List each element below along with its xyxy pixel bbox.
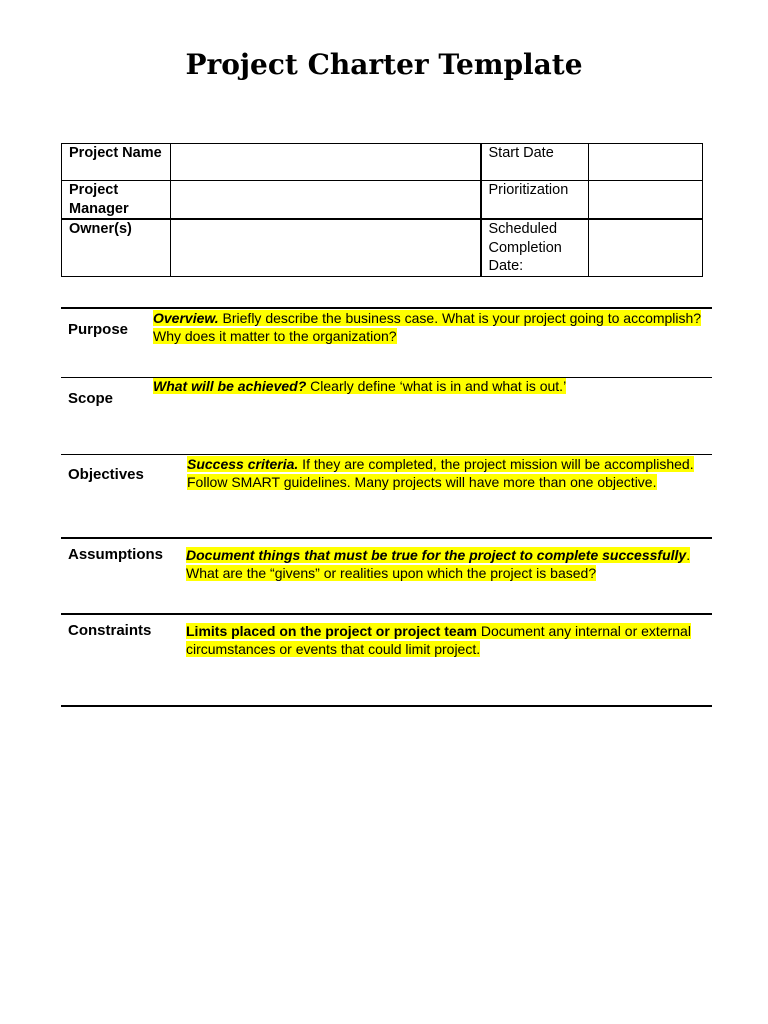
scope-lead: What will be achieved? xyxy=(153,378,307,394)
page-title: Project Charter Template xyxy=(185,48,583,81)
project-name-field[interactable] xyxy=(171,144,481,181)
constraints-lead: Limits placed on the project or project team xyxy=(186,623,477,639)
section-divider xyxy=(61,307,712,309)
purpose-text xyxy=(153,310,703,345)
project-manager-label: Project Manager xyxy=(62,181,171,220)
constraints-label: Constraints xyxy=(68,622,152,639)
section-divider xyxy=(61,537,712,539)
prioritization-field[interactable] xyxy=(589,181,703,220)
table-row xyxy=(62,144,703,181)
objectives-label: Objectives xyxy=(68,466,144,483)
owners-label: Owner(s) xyxy=(62,219,171,276)
objectives-body: If they are completed, the project mission will be accomplished. Follow SMART guidelines. Many projects will have more than one objective. xyxy=(187,456,694,490)
scope-label: Scope xyxy=(68,390,114,407)
assumptions-text xyxy=(186,547,708,582)
project-info-table xyxy=(61,143,703,277)
table-row xyxy=(62,219,703,276)
table-row xyxy=(62,181,703,220)
assumptions-lead: Document things that must be true for the project to complete successfully xyxy=(186,547,687,563)
project-manager-field[interactable] xyxy=(171,181,481,220)
section-divider xyxy=(61,454,712,455)
assumptions-body: . What are the “givens” or realities upon which the project is based? xyxy=(186,547,691,581)
scheduled-completion-label: Scheduled Completion Date: xyxy=(481,219,589,276)
project-name-label: Project Name xyxy=(62,144,171,181)
scheduled-completion-field[interactable] xyxy=(589,219,703,276)
constraints-text xyxy=(186,623,704,658)
start-date-label: Start Date xyxy=(481,144,589,181)
start-date-field[interactable] xyxy=(589,144,703,181)
assumptions-label: Assumptions xyxy=(68,546,164,563)
section-divider xyxy=(61,613,712,615)
scope-text xyxy=(153,378,703,396)
objectives-lead: Success criteria. xyxy=(187,456,299,472)
section-divider xyxy=(61,705,712,707)
purpose-lead: Overview. xyxy=(153,310,219,326)
scope-body: Clearly define ‘what is in and what is out.’ xyxy=(306,378,567,394)
owners-field[interactable] xyxy=(171,219,481,276)
constraints-body: Document any internal or external circumstances or events that could limit project. xyxy=(186,623,691,657)
purpose-body: Briefly describe the business case. What is your project going to accomplish? Why does it matter to the organization? xyxy=(153,310,702,344)
prioritization-label: Prioritization xyxy=(481,181,589,220)
purpose-label: Purpose xyxy=(68,321,129,338)
objectives-text xyxy=(187,456,705,491)
